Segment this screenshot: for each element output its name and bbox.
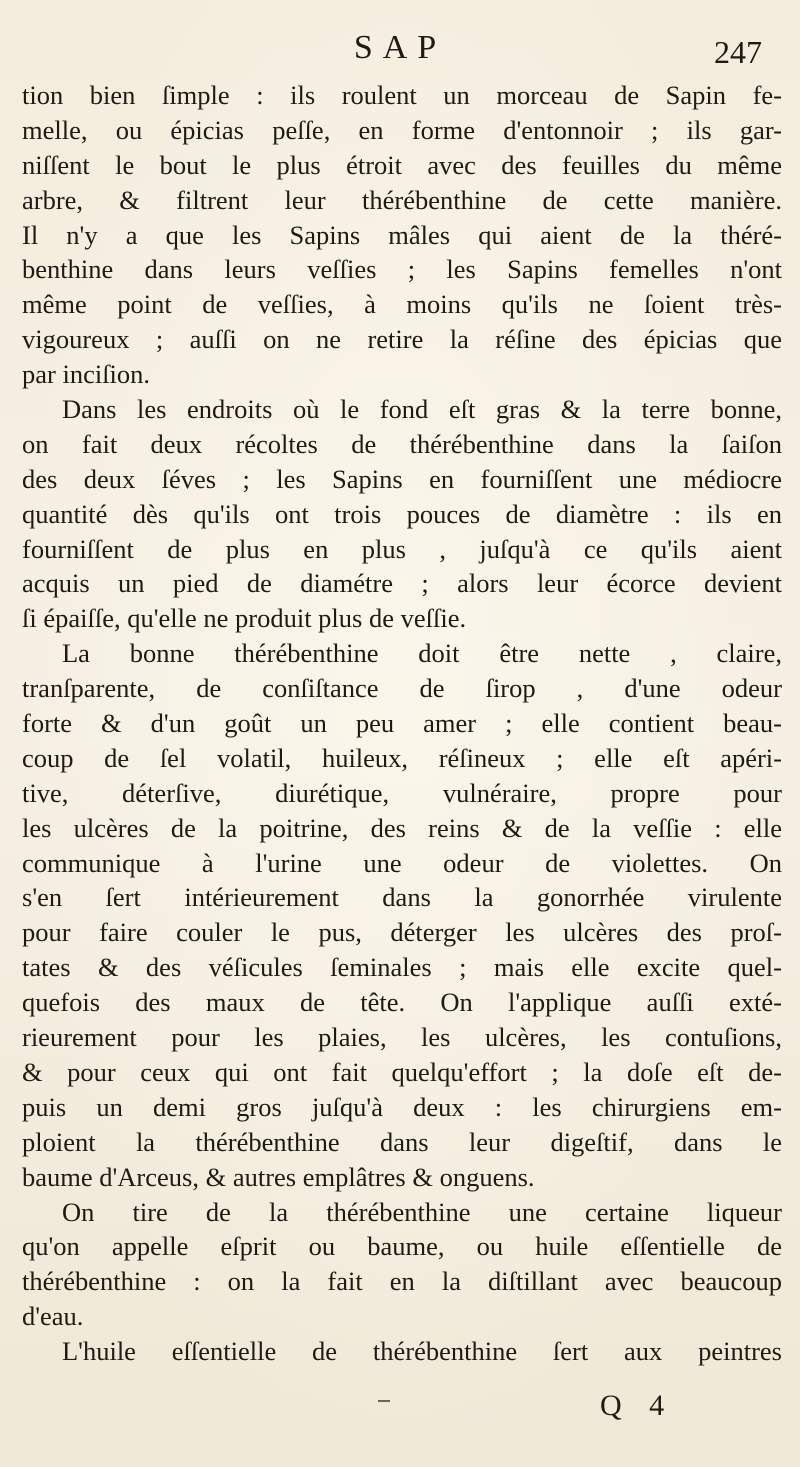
text-line: Il n'y a que les Sapins mâles qui aient de la théré- — [22, 219, 782, 250]
text-line: tive, déterſive, diurétique, vulnéraire, propre pour — [22, 777, 782, 808]
text-line: forte & d'un goût un peu amer ; elle contient beau- — [22, 708, 782, 739]
text-line: les ulcères de la poitrine, des reins & de la veſſie : elle — [22, 812, 782, 843]
text-line: vigoureux ; auſſi on ne retire la réſine des épicias que — [22, 324, 782, 355]
text-line: puis un demi gros juſqu'à deux : les chirurgiens em- — [22, 1091, 782, 1122]
text-line: benthine dans leurs veſſies ; les Sapins femelles n'ont — [22, 254, 782, 285]
text-line: niſſent le bout le plus étroit avec des feuilles du même — [22, 149, 782, 180]
text-line: tion bien ſimple : ils roulent un morceau de Sapin fe- — [22, 80, 782, 110]
text-line: des deux ſéves ; les Sapins en fourniſſent une médiocre — [22, 463, 782, 494]
text-line: on fait deux récoltes de thérébenthine dans la ſaiſon — [22, 428, 782, 459]
text-line: s'en ſert intérieurement dans la gonorrhée virulente — [22, 882, 782, 913]
text-line: quefois des maux de tête. On l'applique auſſi exté- — [22, 987, 782, 1018]
text-line: L'huile eſſentielle de thérébenthine ſert aux peintres — [62, 1336, 782, 1367]
text-line: thérébenthine : on la fait en la diſtillant avec beaucoup — [22, 1266, 782, 1297]
text-line: communique à l'urine une odeur de violettes. On — [22, 847, 782, 878]
page-number: 247 — [714, 34, 762, 70]
text-line: La bonne thérébenthine doit être nette , claire, — [62, 638, 782, 669]
text-line: fourniſſent de plus en plus , juſqu'à ce qu'ils aient — [22, 533, 782, 564]
signature-mark: Q 4 — [600, 1389, 675, 1422]
text-line: tranſparente, de conſiſtance de ſirop , d'une odeur — [22, 673, 782, 704]
body-text — [22, 78, 782, 1369]
page-header — [0, 28, 800, 68]
text-line: rieurement pour les plaies, les ulcères, les contuſions, — [22, 1022, 782, 1053]
text-line: melle, ou épicias peſſe, en forme d'entonnoir ; ils gar- — [22, 114, 782, 145]
text-line: quantité dès qu'ils ont trois pouces de diamètre : ils en — [22, 498, 782, 529]
page-footer — [0, 1384, 800, 1428]
text-line: ſi épaiſſe, qu'elle ne produit plus de veſſie. — [22, 603, 467, 634]
text-line: coup de ſel volatil, huileux, réſineux ; elle eſt apéri- — [22, 742, 782, 773]
text-line: arbre, & filtrent leur thérébenthine de cette manière. — [22, 184, 782, 215]
text-line: Dans les endroits où le fond eſt gras & la terre bonne, — [62, 394, 782, 425]
text-line: d'eau. — [22, 1301, 84, 1332]
text-line: baume d'Arceus, & autres emplâtres & onguens. — [22, 1161, 535, 1192]
text-line: qu'on appelle eſprit ou baume, ou huile eſſentielle de — [22, 1231, 782, 1262]
text-line: pour faire couler le pus, déterger les ulcères des proſ- — [22, 917, 782, 948]
footer-dash — [378, 1400, 390, 1402]
running-head: SAP — [353, 29, 447, 66]
text-line: acquis un pied de diamétre ; alors leur écorce devient — [22, 568, 782, 599]
text-line: On tire de la thérébenthine une certaine liqueur — [62, 1196, 782, 1227]
text-line: & pour ceux qui ont fait quelqu'effort ; la doſe eſt de- — [22, 1056, 782, 1087]
text-line: même point de veſſies, à moins qu'ils ne ſoient très- — [22, 289, 782, 320]
text-line: ploient la thérébenthine dans leur digeſtif, dans le — [22, 1126, 782, 1157]
text-line: par inciſion. — [22, 359, 151, 390]
text-line: tates & des véſicules ſeminales ; mais elle excite quel- — [22, 952, 782, 983]
